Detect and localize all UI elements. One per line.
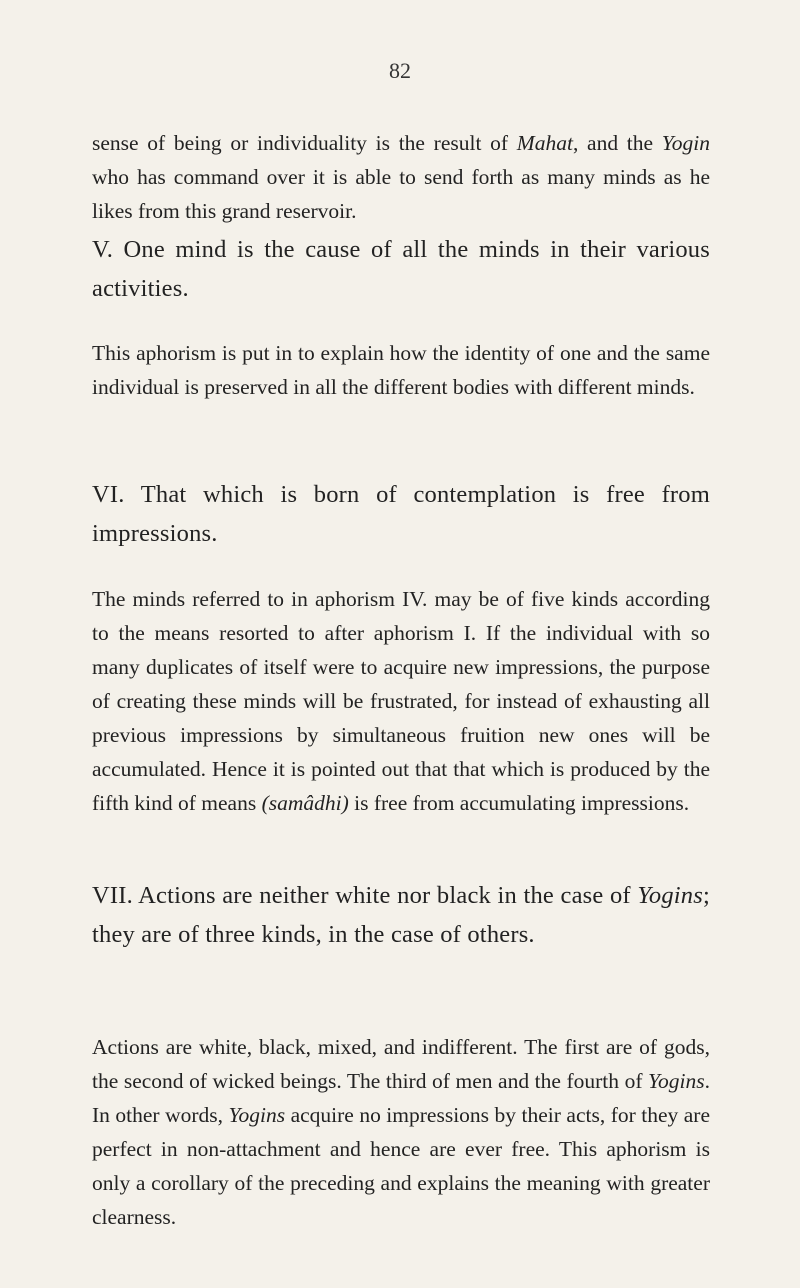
aphorism-v: V. One mind is the cause of all the minds in their various activities. bbox=[92, 236, 710, 302]
paragraph-identity: This aphorism is put in to explain how the identity of one and the same individual is preserved in all the different bodies with different minds. bbox=[92, 341, 710, 399]
text-run: is free from accumulating impressions. bbox=[348, 791, 690, 815]
italic-term-yogin: Yogin bbox=[661, 131, 710, 155]
text-run: who has command over it is able to send forth as many minds as he likes from this grand reservoir. bbox=[92, 165, 710, 223]
aphorism-vi: VI. That which is born of contemplation is free from impressions. bbox=[92, 481, 710, 547]
paragraph-actions bbox=[92, 1030, 710, 1234]
aphorism-vii bbox=[92, 876, 710, 954]
text-run: sense of being or individuality is the result of bbox=[92, 131, 517, 155]
text-run: The minds referred to in aphorism IV. may be of five kinds according to the means resorted to after aphorism I. If the individual with so many duplicates of itself were to acquire new impressions, the purpose of creating these minds will be frustrated, for instead of exhausting all previous impressions by simultaneous fruition new ones will be accumulated. Hence it is pointed out that that which is produced by the fifth kind of means bbox=[92, 587, 710, 815]
italic-term-samadhi: (samâdhi) bbox=[261, 791, 349, 815]
italic-term-yogins: Yogins bbox=[648, 1069, 705, 1093]
paragraph-mahat bbox=[92, 126, 710, 228]
italic-term-yogins: Yogins bbox=[637, 882, 703, 909]
text-run: VII. Actions are neither white nor black in the case of bbox=[92, 882, 638, 909]
text-run: Actions are white, black, mixed, and indifferent. The first are of gods, the second of wicked beings. The third of men and the fourth of bbox=[92, 1035, 710, 1093]
italic-term-yogins: Yogins bbox=[228, 1103, 286, 1127]
text-run: . In other words, bbox=[92, 1069, 710, 1127]
text-run: , and the bbox=[572, 131, 662, 155]
italic-term-mahat: Mahat bbox=[516, 131, 573, 155]
text-run: acquire no impressions by their acts, for they are perfect in non-attachment and hence are ever free. This aphorism is only a corollary of the preceding and explains the meaning with greater clearness. bbox=[92, 1103, 711, 1229]
page-number: 82 bbox=[389, 58, 411, 83]
paragraph-five-kinds bbox=[92, 582, 710, 820]
text-run: ; they are of three kinds, in the case of others. bbox=[92, 882, 710, 948]
